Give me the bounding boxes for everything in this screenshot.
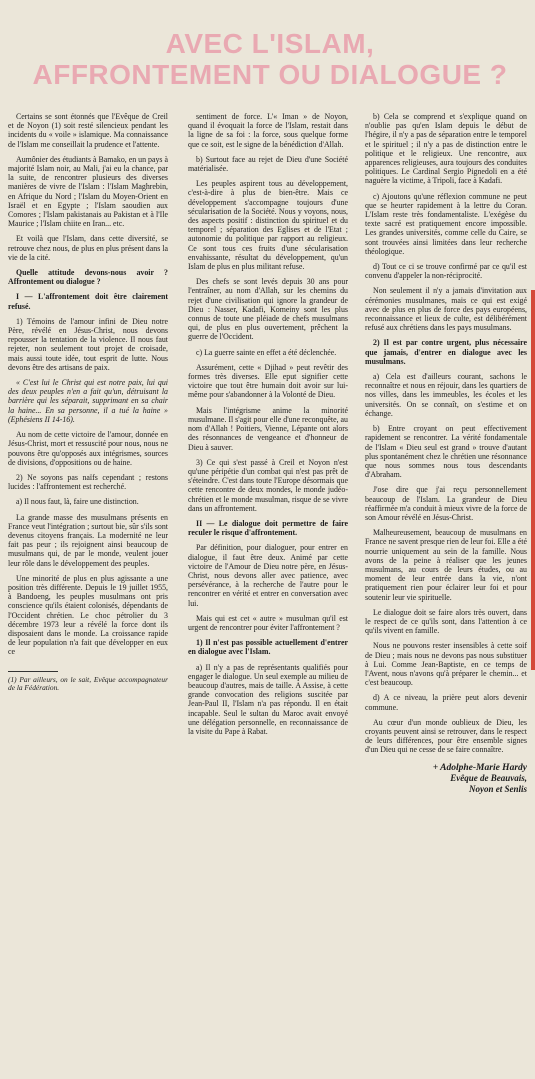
column-3 <box>365 112 527 794</box>
col1-paragraph: Et voilà que l'Islam, dans cette diversité, se retrouve chez nous, de plus en plus présent dans la vie de la cité. <box>8 234 168 262</box>
col3-paragraph: d) A ce niveau, la prière peut alors devenir commune. <box>365 693 527 712</box>
column-1 <box>8 112 168 693</box>
col2-paragraph: a) Il n'y a pas de représentants qualifiés pour engager le dialogue. Un seul exemple au milieu de beaucoup d'autres, mais de taille. A Assise, à cette grande convocation des religions suscitée par Jean-Paul II, l'Islam n'a pas répondu. Il en était incapable. Seul le sultan du Maroc avait envoyé une délégation personnelle, en reconnaissance de la visite du Pape à Rabat. <box>188 662 348 736</box>
col1-paragraph: Au nom de cette victoire de l'amour, donnée en Jésus-Christ, mort et ressuscité pour nous, nous ne pouvons être qu'opposés aux intégrismes, sources de divisions, d'oppositions ou de haine. <box>8 430 168 467</box>
col2-paragraph: 3) Ce qui s'est passé à Creil et Noyon n'est qu'une péripétie d'un combat qui n'est pas prêt de s'éteindre. C'est dans toute l'Europe désormais que cette rencontre de deux mondes, le monde judéo-chrétien et le monde musulman, risque de se vivre dans un affrontement. <box>188 457 348 513</box>
col1-paragraph: a) Il nous faut, là, faire une distinction. <box>16 497 139 507</box>
col2-paragraph: Mais qui est cet « autre » musulman qu'il est urgent de rencontrer pour éviter l'affrontement ? <box>188 613 348 632</box>
footnote-rule <box>8 671 58 672</box>
col2-paragraph: Mais l'intégrisme anime la minorité musulmane. Il s'agit pour elle d'une reconquête, au nom d'Allah ! Poitiers, Vienne, Lépante ont alors des résonnances de vengeance et d'honneur de Dieu à sauver. <box>188 405 348 452</box>
col1-paragraph: Une minorité de plus en plus agissante a une position très différente. Depuis le 19 juillet 1955, à Bandoeng, les peuples musulmans ont pris conscience qu'ils étaient colonisés, dépendants de l'Occident chrétien. Le choc pétrolier du 3 décembre 1973 leur a révélé la force dont ils disposaient dans le monde. La croissance rapide de leur population n'a fait que développer en eux ce <box>8 573 168 657</box>
column-2 <box>188 112 348 742</box>
col1-paragraph: « C'est lui le Christ qui est notre paix, lui qui des deux peuples n'en a fait qu'un, détruisant la barrière qui les séparait, supprimant en sa chair la haine... En sa personne, il a tué la haine » (Ephésiens II 14-16). <box>8 378 168 424</box>
col1-paragraph: Quelle attitude devons-nous avoir ? Affrontement ou dialogue ? <box>8 268 168 287</box>
title-line-2: AFFRONTEMENT OU DIALOGUE ? <box>32 59 508 90</box>
col3-paragraph: c) Ajoutons qu'une réflexion commune ne peut que se heurter rapidement à la lettre du Coran. L'Islam reste très fondamentaliste. L'exégèse du texte sacré est pratiquement encore impossible. Les grandes universités, comme celle du Caire, se sont trouvées ainsi limitées dans leur recherche théologique. <box>365 191 527 256</box>
article-title <box>20 28 520 90</box>
footnote: (1) Par ailleurs, on le sait, Evêque accompagnateur de la Fédération. <box>8 674 168 693</box>
col2-paragraph: Des chefs se sont levés depuis 30 ans pour l'entraîner, au nom d'Allah, sur les chemins du rejet d'une civilisation qui ignore la grandeur de Dieu : Nasser, Kadafi, Komeiny sont les plus connus de toute une pléiade de chefs musulmans qui, de plus en plus ouvertement, prêchent la guerre de l'Occident. <box>188 277 348 342</box>
signature-name: + Adolphe-Marie Hardy <box>432 762 527 773</box>
col3-paragraph: b) Cela se comprend et s'explique quand on n'oublie pas qu'en Islam depuis le début de l'hégire, il n'y a pas de séparation entre le temporel et le spirituel ; il n'y a pas de distinction entre le politique et le religieux. Une rencontre, aux apparences religieuses, aura toujours des conduites politiques. Le Cardinal Sergio Pignedoli en a été naguère la victime, à Tripoli, face à Kadafi. <box>365 112 527 186</box>
col3-paragraph: J'ose dire que j'ai reçu personnellement beaucoup de l'Islam. La grandeur de Dieu réaffirmée m'a conduit à mieux vivre de la force de son Amour révélé en Jésus-Christ. <box>365 485 527 522</box>
col1-paragraph: Certains se sont étonnés que l'Evêque de Creil et de Noyon (1) soit resté silencieux pendant les incidents du « voile » islamique. Ma connaissance de l'Islam me conseillait la prudence et l'attente. <box>8 112 168 149</box>
col1-paragraph: 1) Témoins de l'amour infini de Dieu notre Père, révélé en Jésus-Christ, nous devons repousser la tentation de la violence. Il nous faut rejeter, non seulement tout projet de croisade, mais aussi toute idée, tout esprit de lutte. Nous devons être des artisans de paix. <box>8 316 168 372</box>
col1-paragraph: Aumônier des étudiants à Bamako, en un pays à majorité Islam noir, au Mali, j'ai eu la chance, par la suite, de rencontrer plusieurs des diverses manières de vivre de l'Islam : l'Islam Maghrebin, en Afrique du Nord ; l'Islam du Moyen-Orient en Israël et en Egypte ; l'Islam saoudien aux Comores ; l'Islam pakistanais au Pakistan et à l'Ile Maurice ; l'Islam chiite en Iran... etc. <box>8 154 168 229</box>
col3-paragraph: 2) Il est par contre urgent, plus nécessaire que jamais, d'entrer en dialogue avec les musulmans. <box>365 338 527 366</box>
col3-paragraph: Au cœur d'un monde oublieux de Dieu, les croyants peuvent ainsi se retrouver, dans le respect de leurs différences, pour être ensemble signes d'un Dieu qui ne cesse de se faire connaître. <box>365 717 527 755</box>
col2-paragraph: sentiment de force. L'« Iman » de Noyon, quand il évoquait la force de l'Islam, restait dans la ligne de sa foi : la force, sous quelque forme que ce soit, est le signe de la bénédiction d'Allah. <box>188 112 348 149</box>
col2-paragraph: 1) Il n'est pas possible actuellement d'entrer en dialogue avec l'Islam. <box>188 638 348 657</box>
col1-paragraph: I — L'affrontement doit être clairement refusé. <box>8 292 168 311</box>
col3-paragraph: Malheureusement, beaucoup de musulmans en France ne savent presque rien de leur foi. Elle a été nourrie uniquement au sein de la famille. Nous avons de la peine à réaliser que les jeunes musulmans, au cours de leurs études, ou au moment de leur entrée dans la vie, n'ont pratiquement rien pour éclairer leur foi et pour soutenir leur vie spirituelle. <box>365 528 527 602</box>
col2-paragraph: c) La guerre sainte en effet a été déclenchée. <box>196 347 337 357</box>
col2-paragraph: Par définition, pour dialoguer, pour entrer en dialogue, il faut être deux. Animé par cette victoire de l'Amour de Dieu notre père, en Jésus-Christ, nous devons aller avec patience, avec persévérance, à la recherche de l'autre pour le rencontrer en vérité et entrer en conversation avec lui. <box>188 543 348 608</box>
col2-paragraph: b) Surtout face au rejet de Dieu d'une Société matérialisée. <box>188 154 348 174</box>
col2-paragraph: Les peuples aspirent tous au développement, c'est-à-dire à plus de bien-être. Mais ce développement s'accompagne toujours d'une sécularisation de la Société. Nous y voyons, nous, des aspects positif : distinction du spirituel et du temporel ; séparation des Eglises et de l'Etat ; autonomie du politique par rapport au religieux. Ce sont tous ces fruits d'une sécularisation envahissante, résultat du développement, qu'un Islam de plus en plus militant refuse. <box>188 179 348 272</box>
col1-paragraph: 2) Ne soyons pas naïfs cependant ; restons lucides : l'affrontement est recherché. <box>8 472 168 492</box>
col2-paragraph: Assurément, cette « Djihad » peut revêtir des formes très diverses. Elle eput signifier cette victoire que tout être humain doit avoir sur lui-même pour s'abandonner à la Volonté de Dieu. <box>188 362 348 400</box>
col3-paragraph: d) Tout ce ci se trouve confirmé par ce qu'il est convenu d'appeler la non-réciprocité. <box>365 262 527 281</box>
title-line-1: AVEC L'ISLAM, <box>165 28 375 59</box>
col1-paragraph: La grande masse des musulmans présents en France veut l'intégration ; surtout bie, sûr s'ils sont devenus citoyens français. La modernité ne leur fait pas peur ; ils rejoignent ainsi beaucoup de musulmans qui, de par le monde, veulent jouer leur rôle dans le développement des peuples. <box>8 512 168 568</box>
col3-paragraph: a) Cela est d'ailleurs courant, sachons le reconnaître et nous en réjouir, dans les quartiers de nos villes, dans les immeubles, les écoles et les universités. On se connaît, on s'estime et on échange. <box>365 372 527 418</box>
col3-paragraph: Non seulement il n'y a jamais d'invitation aux cérémonies musulmanes, mais ce qui est exigé avec de plus en plus de force des pays européens, reconnaissance et lieux de culte, est délibérément refusé aux chrétiens dans les pays musulmans. <box>365 286 527 333</box>
col3-paragraph: b) Entre croyant on peut effectivement rapidement se rencontrer. La vérité fondamentale de l'Islam « Dieu seul est grand » trouve d'autant plus spontanément chez le chrétien une résonnance que nous sommes nous tous descendants d'Abraham. <box>365 424 527 480</box>
col3-paragraph: Le dialogue doit se faire alors très ouvert, dans le respect de ce qu'ils sont, dans l'attention à ce qu'ils vivent en famille. <box>365 607 527 636</box>
edge-color-strip <box>531 290 535 670</box>
signature-block <box>365 763 527 795</box>
col2-paragraph: II — Le dialogue doit permettre de faire reculer le risque d'affrontement. <box>188 518 348 538</box>
signature-dioceses: Noyon et Senlis <box>468 783 527 794</box>
col3-paragraph: Nous ne pouvons rester insensibles à cette soif de Dieu ; mais nous ne devons pas nous substituer à Lui. Comme Jean-Baptiste, en ce temps de l'Avent, nous n'avons qu'à préparer le chemin... et c'est beaucoup. <box>365 641 527 688</box>
signature-title: Evêque de Beauvais, <box>450 773 527 784</box>
